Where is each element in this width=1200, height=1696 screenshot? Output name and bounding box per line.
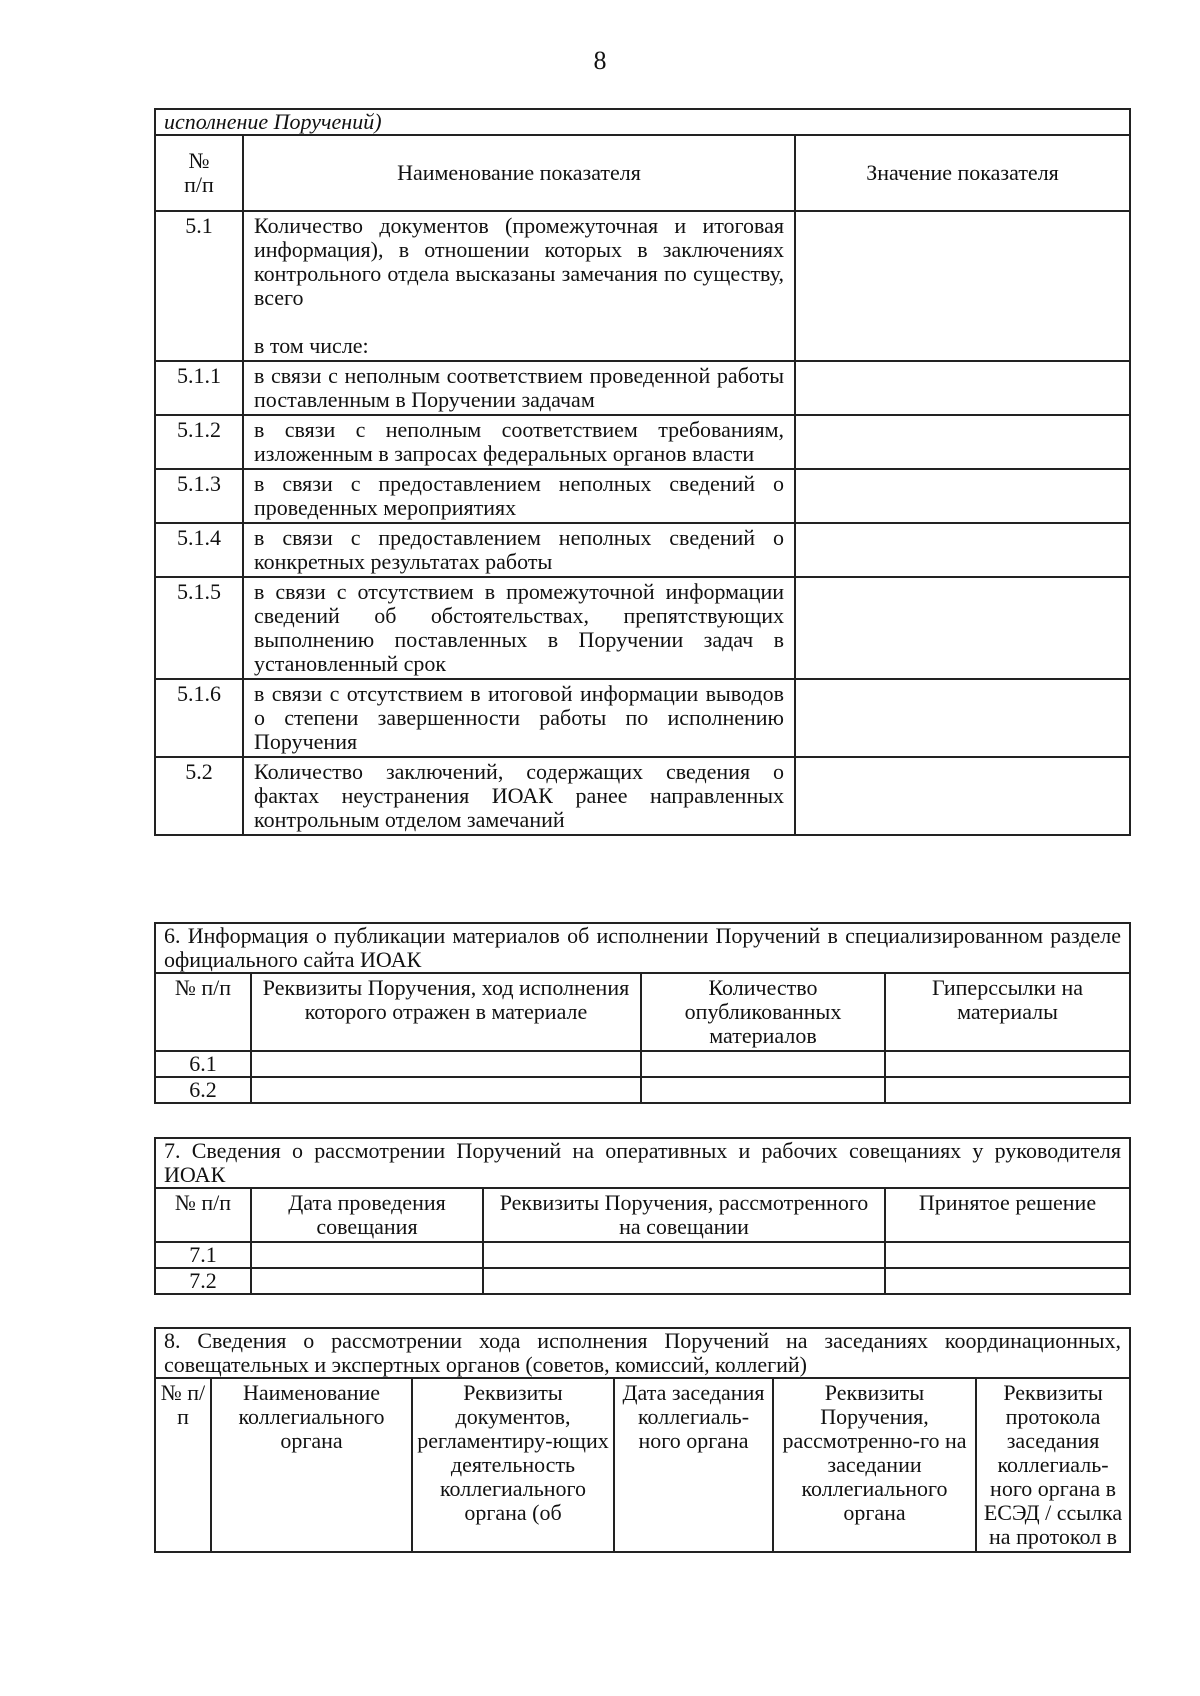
row-value (795, 361, 1130, 415)
table-caption: исполнение Поручений) (155, 109, 1130, 135)
table-header-row (155, 973, 1130, 1051)
row-number: 5.1.3 (155, 469, 243, 523)
row-value (795, 415, 1130, 469)
row-number: 6.1 (155, 1051, 251, 1077)
header-protocol-details: Реквизиты протокола заседания коллегиаль-ного органа в ЕСЭД / ссылка на протокол в (976, 1378, 1130, 1552)
row-cell (885, 1242, 1130, 1268)
table-caption: 6. Информация о публикации материалов об исполнении Поручений в специализированном разделе официального сайта ИОАК (155, 923, 1130, 973)
row-value (795, 577, 1130, 679)
header-num (155, 135, 243, 211)
table-row (155, 361, 1130, 415)
table-caption-row (155, 1138, 1130, 1188)
header-value: Значение показателя (795, 135, 1130, 211)
row-cell (251, 1268, 483, 1294)
row-number: 5.1.4 (155, 523, 243, 577)
table-caption-row (155, 923, 1130, 973)
row-number: 7.2 (155, 1268, 251, 1294)
header-num-pp: п/п (184, 172, 214, 197)
row-number: 5.1 (155, 211, 243, 361)
table-caption: 7. Сведения о рассмотрении Поручений на оперативных и рабочих совещаниях у руководителя ИОАК (155, 1138, 1130, 1188)
row-number: 5.1.1 (155, 361, 243, 415)
table-row (155, 523, 1130, 577)
row-text-main: Количество документов (промежуточная и итоговая информация), в отношении которых в заключениях контрольного отдела высказаны замечания по существу, всего (254, 213, 784, 310)
collegial-bodies-table (154, 1327, 1131, 1553)
header-regulating-docs: Реквизиты документов, регламентиру-ющих деятельность коллегиального органа (об (412, 1378, 614, 1552)
table-caption-row (155, 109, 1130, 135)
table-header-row (155, 1378, 1130, 1552)
table-row (155, 415, 1130, 469)
row-cell (251, 1051, 641, 1077)
table-row (155, 1242, 1130, 1268)
header-num: № п/п (155, 1188, 251, 1242)
row-cell (885, 1051, 1130, 1077)
header-published-count: Количество опубликованных материалов (641, 973, 885, 1051)
row-value (795, 679, 1130, 757)
header-order-details: Реквизиты Поручения, рассмотренно-го на заседании коллегиального органа (773, 1378, 976, 1552)
header-meeting-date: Дата проведения совещания (251, 1188, 483, 1242)
row-cell (483, 1268, 885, 1294)
row-value (795, 469, 1130, 523)
row-text: в связи с отсутствием в промежуточной информации сведений об обстоятельствах, препятствующих выполнению поставленных в Поручении задач в установленный срок (243, 577, 795, 679)
row-number: 5.1.6 (155, 679, 243, 757)
indicators-table (154, 108, 1131, 836)
header-num-symbol: № (188, 148, 210, 173)
row-number: 5.1.5 (155, 577, 243, 679)
row-value (795, 211, 1130, 361)
row-number: 6.2 (155, 1077, 251, 1103)
publications-table (154, 922, 1131, 1104)
header-order-details: Реквизиты Поручения, ход исполнения которого отражен в материале (251, 973, 641, 1051)
row-cell (885, 1268, 1130, 1294)
row-cell (251, 1077, 641, 1103)
row-text: в связи с предоставлением неполных сведений о проведенных мероприятиях (243, 469, 795, 523)
row-number: 7.1 (155, 1242, 251, 1268)
header-num: № п/п (155, 973, 251, 1051)
table-row (155, 1051, 1130, 1077)
header-order-details: Реквизиты Поручения, рассмотренного на совещании (483, 1188, 885, 1242)
table-header-row (155, 1188, 1130, 1242)
table-header-row (155, 135, 1130, 211)
row-cell (251, 1242, 483, 1268)
header-session-date: Дата заседания коллегиаль-ного органа (614, 1378, 773, 1552)
row-text: в связи с неполным соответствием требованиям, изложенным в запросах федеральных органов власти (243, 415, 795, 469)
row-cell (641, 1051, 885, 1077)
row-value (795, 757, 1130, 835)
table-row (155, 211, 1130, 361)
row-cell (641, 1077, 885, 1103)
header-decision: Принятое решение (885, 1188, 1130, 1242)
header-hyperlinks: Гиперссылки на материалы (885, 973, 1130, 1051)
table-row (155, 757, 1130, 835)
table-row (155, 1268, 1130, 1294)
row-cell (885, 1077, 1130, 1103)
row-text: в связи с отсутствием в итоговой информации выводов о степени завершенности работы по исполнению Поручения (243, 679, 795, 757)
table-caption-row (155, 1328, 1130, 1378)
row-number: 5.2 (155, 757, 243, 835)
table-caption: 8. Сведения о рассмотрении хода исполнения Поручений на заседаниях координационных, совещательных и экспертных органов (советов, комиссий, коллегий) (155, 1328, 1130, 1378)
row-text-sub: в том числе: (254, 333, 369, 358)
page-number: 8 (593, 46, 607, 75)
row-text: в связи с неполным соответствием проведенной работы поставленным в Поручении задачам (243, 361, 795, 415)
header-name: Наименование показателя (243, 135, 795, 211)
row-text: Количество заключений, содержащих сведения о фактах неустранения ИОАК ранее направленных контрольным отделом замечаний (243, 757, 795, 835)
header-body-name: Наименование коллегиального органа (211, 1378, 412, 1552)
meetings-table (154, 1137, 1131, 1295)
table-row (155, 1077, 1130, 1103)
row-text (243, 211, 795, 361)
row-cell (483, 1242, 885, 1268)
row-text: в связи с предоставлением неполных сведений о конкретных результатах работы (243, 523, 795, 577)
row-value (795, 523, 1130, 577)
table-row (155, 469, 1130, 523)
header-num: № п/п (155, 1378, 211, 1552)
table-row (155, 679, 1130, 757)
row-number: 5.1.2 (155, 415, 243, 469)
table-row (155, 577, 1130, 679)
